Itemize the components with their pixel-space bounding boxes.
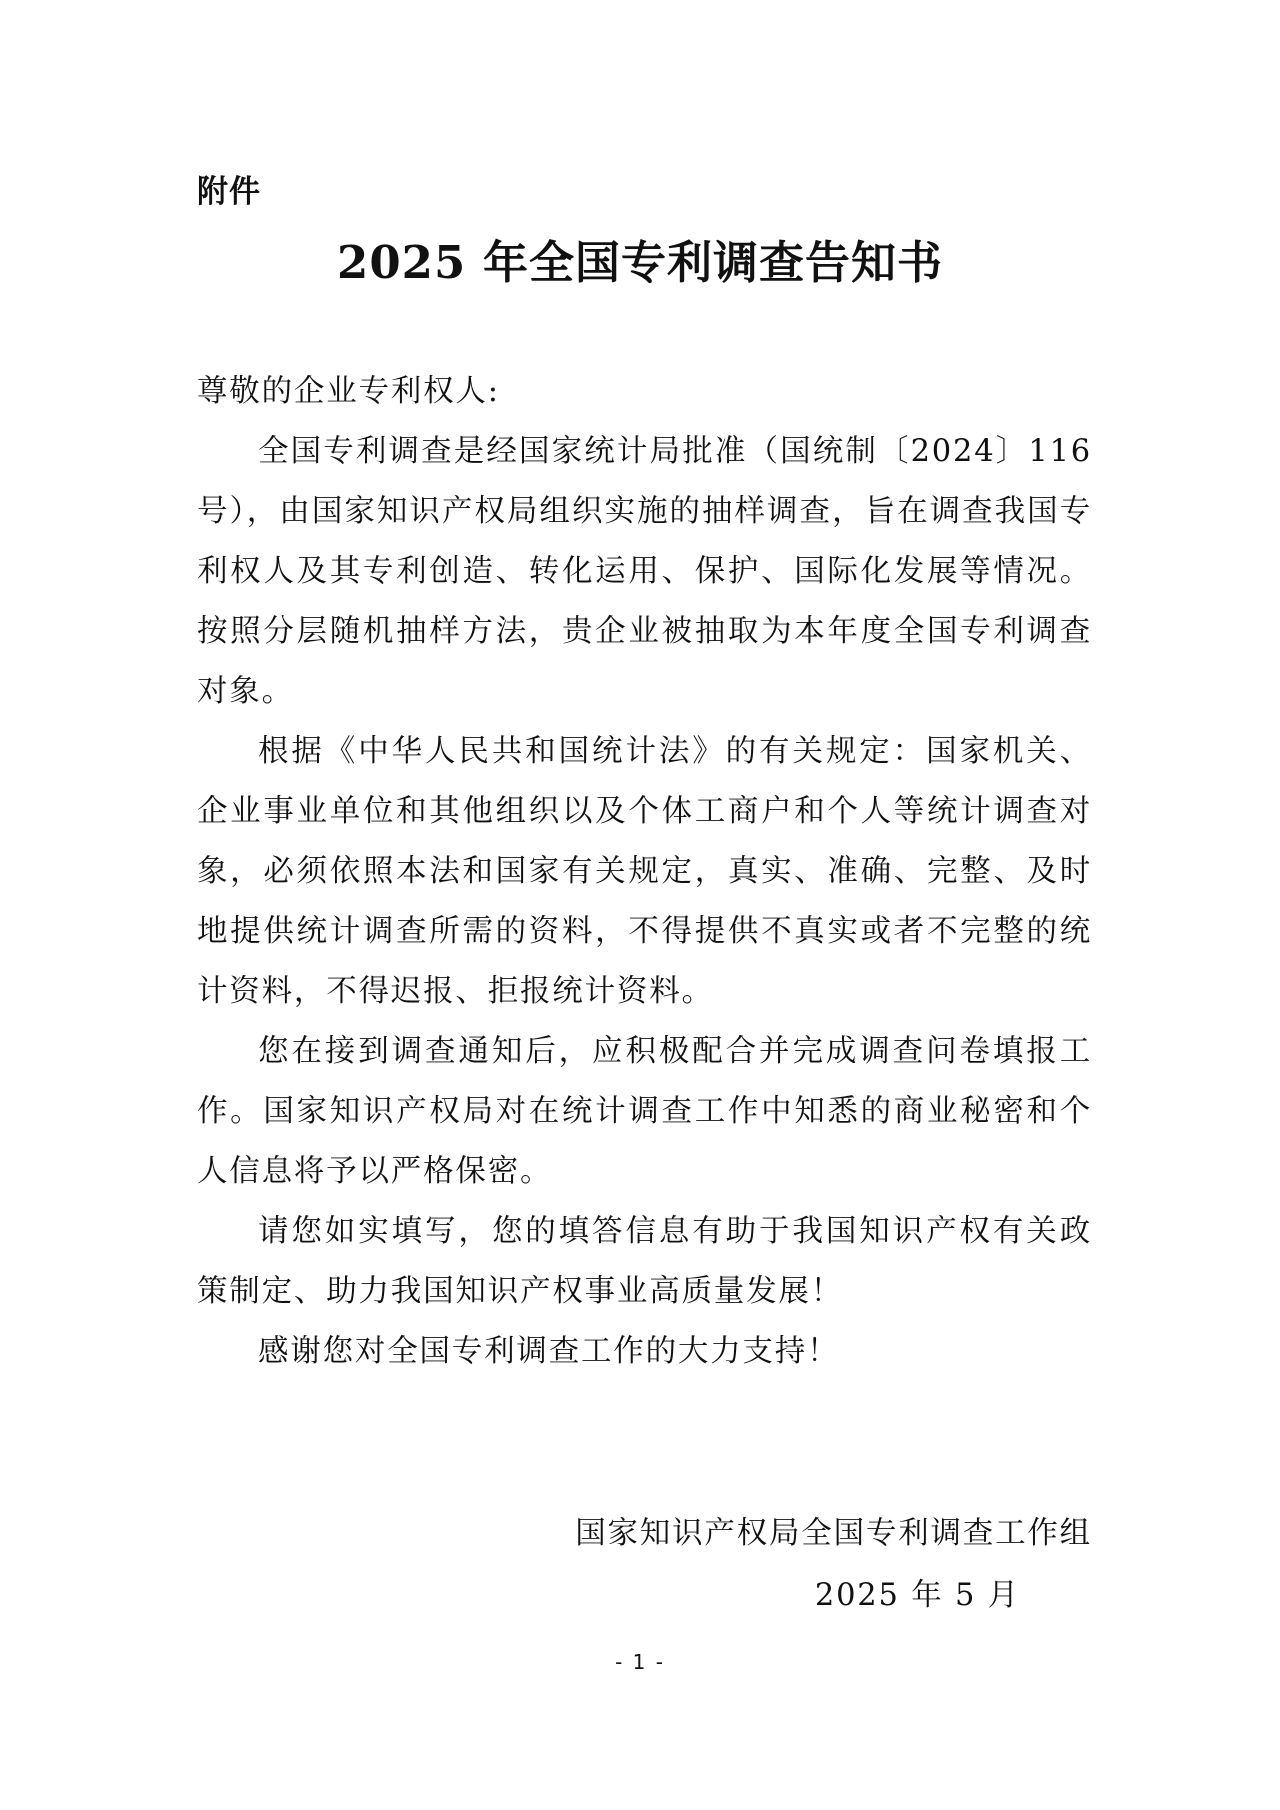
attachment-label: 附件 — [197, 174, 261, 210]
signature-organization: 国家知识产权局全国专利调查工作组 — [575, 1516, 1092, 1551]
paragraph-cooperation: 您在接到调查通知后，应积极配合并完成调查问卷填报工作。国家知识产权局对在统计调查工作中知悉的商业秘密和个人信息将予以严格保密。 — [197, 1034, 1092, 1189]
paragraph-survey-intro: 全国专利调查是经国家统计局批准（国统制〔2024〕116 号），由国家知识产权局组织实施的抽样调查，旨在调查我国专利权人及其专利创造、转化运用、保护、国际化发展等情况。按照分层随机抽样方法，贵企业被抽取为本年度全国专利调查对象。 — [197, 434, 1092, 709]
paragraph-thanks: 感谢您对全国专利调查工作的大力支持！ — [258, 1334, 840, 1369]
page-number: - 1 - — [615, 1650, 665, 1674]
signature-date — [692, 1566, 1092, 1626]
salutation: 尊敬的企业专利权人: — [197, 374, 500, 409]
document-title: 2025 年全国专利调查告知书 — [337, 236, 943, 289]
signature-date-text: 2025 年 5 月 — [814, 1578, 1020, 1613]
paragraph-fill-truthfully: 请您如实填写，您的填答信息有助于我国知识产权有关政策制定、助力我国知识产权事业高质量发展！ — [197, 1214, 1092, 1309]
paragraph-statistics-law: 根据《中华人民共和国统计法》的有关规定：国家机关、企业事业单位和其他组织以及个体工商户和个人等统计调查对象，必须依照本法和国家有关规定，真实、准确、完整、及时地提供统计调查所需的资料，不得提供不真实或者不完整的统计资料，不得迟报、拒报统计资料。 — [197, 734, 1092, 1009]
letter-body — [197, 362, 1092, 1382]
